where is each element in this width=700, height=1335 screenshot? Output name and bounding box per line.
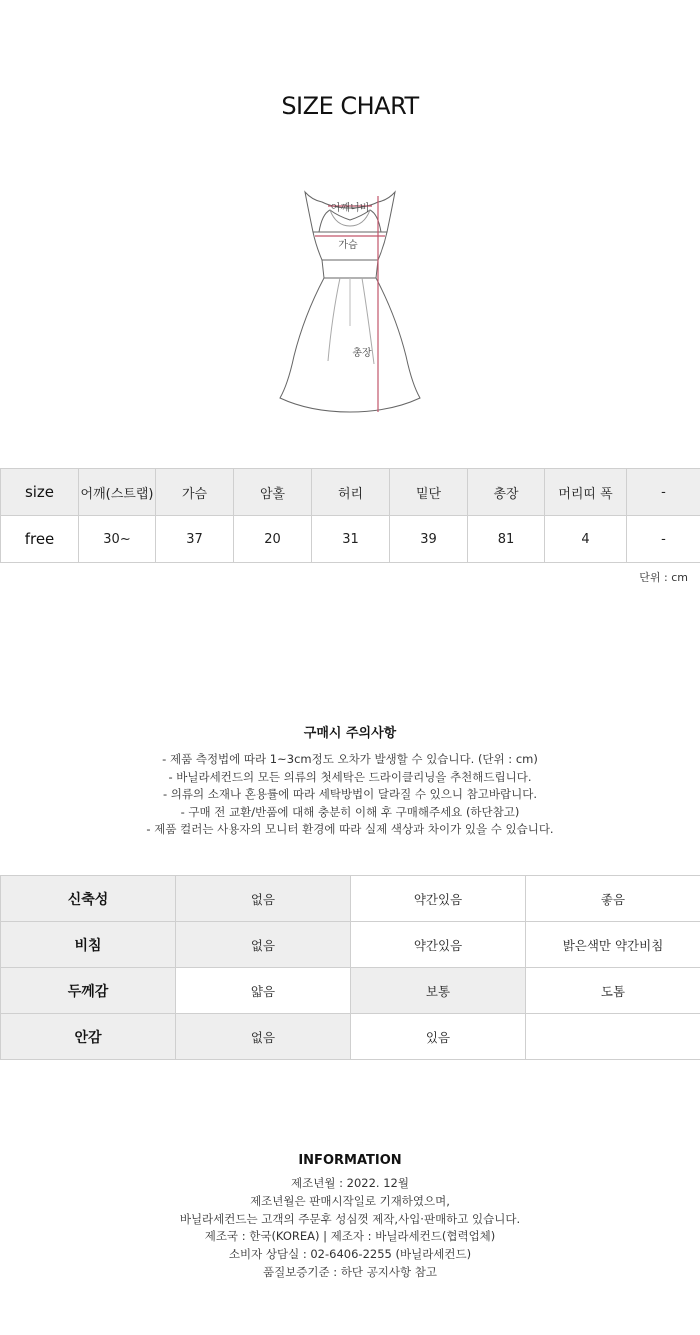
header-length: 총장 [468, 469, 545, 516]
dress-outline [280, 192, 420, 412]
header-hem: 밑단 [390, 469, 468, 516]
cell-hem: 39 [390, 516, 468, 563]
fabric-option [526, 1014, 700, 1060]
info-line: 제조국 : 한국(KOREA) | 제조자 : 바닐라세컨드(협력업체) [204, 1229, 496, 1244]
notes-line: - 구매 전 교환/반품에 대해 충분히 이해 후 구매해주세요 (하단참고) [180, 804, 520, 819]
fabric-label: 신축성 [1, 876, 176, 922]
unit-note: 단위 : cm [639, 571, 688, 584]
cell-size: free [1, 516, 79, 563]
header-size: size [1, 469, 79, 516]
fabric-option: 없음 [176, 1014, 351, 1060]
size-table-header [1, 469, 700, 516]
fabric-option: 약간있음 [351, 876, 526, 922]
page-title: SIZE CHART [281, 92, 419, 120]
chest-label: 가슴 [338, 240, 358, 251]
notes-title: 구매시 주의사항 [303, 726, 397, 741]
size-table-row [1, 516, 700, 563]
length-label: 총장 [352, 348, 372, 359]
fabric-label: 두께감 [1, 968, 176, 1014]
cell-length: 81 [468, 516, 545, 563]
fabric-row-lining [1, 1014, 700, 1060]
fabric-row-stretch [1, 876, 700, 922]
notes-line: - 제품 컬러는 사용자의 모니터 환경에 따라 실제 색상과 차이가 있을 수 있습니다. [146, 822, 554, 836]
fabric-option: 약간있음 [351, 922, 526, 968]
fabric-option: 있음 [351, 1014, 526, 1060]
cell-empty: - [627, 516, 700, 563]
info-line: 제조년월 : 2022. 12월 [291, 1176, 409, 1190]
info-line: 제조년월은 판매시작일로 기재하였으며, [250, 1193, 450, 1208]
fabric-row-sheerness [1, 922, 700, 968]
header-waist: 허리 [312, 469, 390, 516]
size-table [0, 468, 700, 563]
dress-diagram [270, 186, 430, 416]
fabric-option: 밝은색만 약간비침 [526, 922, 700, 968]
header-headband-width: 머리띠 폭 [545, 469, 627, 516]
information-section [0, 1153, 700, 1282]
purchase-notes [0, 722, 700, 839]
fabric-option: 없음 [176, 922, 351, 968]
fabric-option: 얇음 [176, 968, 351, 1014]
header-armhole: 암홀 [234, 469, 312, 516]
info-line: 품질보증기준 : 하단 공지사항 참고 [262, 1264, 438, 1279]
header-shoulder: 어깨(스트랩) [79, 469, 156, 516]
fabric-table [0, 875, 700, 1060]
cell-shoulder: 30~ [79, 516, 156, 563]
fabric-label: 안감 [1, 1014, 176, 1060]
fabric-option: 도톰 [526, 968, 700, 1014]
cell-armhole: 20 [234, 516, 312, 563]
notes-line: - 바닐라세컨드의 모든 의류의 첫세탁은 드라이클리닝을 추천해드립니다. [168, 769, 532, 784]
fabric-option: 좋음 [526, 876, 700, 922]
fabric-option: 보통 [351, 968, 526, 1014]
cell-chest: 37 [156, 516, 234, 563]
fabric-label: 비침 [1, 922, 176, 968]
cell-headband-width: 4 [545, 516, 627, 563]
info-line: 소비자 상담실 : 02-6406-2255 (바닐라세컨드) [228, 1247, 472, 1262]
info-title: INFORMATION [298, 1153, 402, 1168]
fabric-option: 없음 [176, 876, 351, 922]
header-empty: - [627, 469, 700, 516]
info-line: 바닐라세컨드는 고객의 주문후 성심껏 제작,사입·판매하고 있습니다. [179, 1211, 521, 1226]
shoulder-label: 어깨너비 [330, 203, 370, 214]
notes-line: - 의류의 소재나 혼용률에 따라 세탁방법이 달라질 수 있으니 참고바랍니다. [163, 787, 537, 801]
header-chest: 가슴 [156, 469, 234, 516]
cell-waist: 31 [312, 516, 390, 563]
fabric-row-thickness [1, 968, 700, 1014]
notes-line: - 제품 측정법에 따라 1~3cm정도 오차가 발생할 수 있습니다. (단위 : cm) [162, 752, 538, 766]
